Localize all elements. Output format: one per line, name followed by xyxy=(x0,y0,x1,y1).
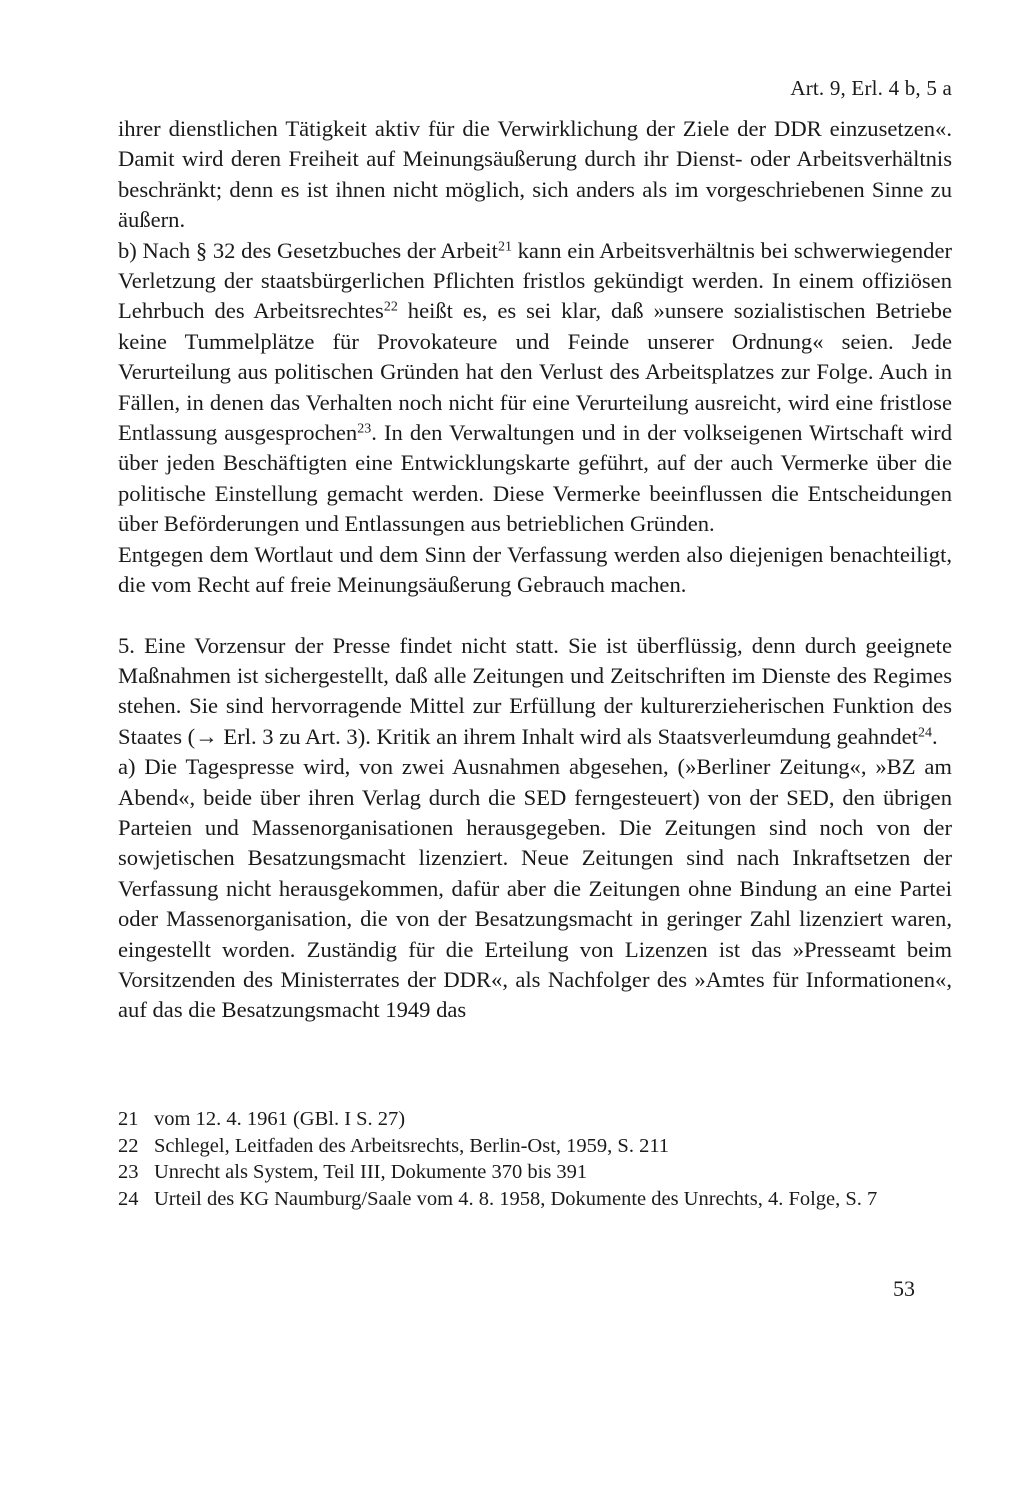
footnote xyxy=(118,1133,952,1160)
footnote xyxy=(118,1106,952,1133)
footnote-text: vom 12. 4. 1961 (GBl. I S. 27) xyxy=(154,1108,406,1130)
running-head: Art. 9, Erl. 4 b, 5 a xyxy=(790,76,952,100)
footnote-ref-21: 21 xyxy=(497,238,512,254)
paragraph-section-5 xyxy=(118,631,952,753)
text-run: 5. Eine Vorzensur der Presse findet nicht statt. Sie ist überflüssig, denn durch geeignete Maßnahmen ist sichergestellt, daß alle Zeitungen und Zeitschriften im Dienste des Regimes stehen. Sie sind hervorragende Mittel zur Erfüllung der kulturerzieherischen Funktion des Staates (→ Erl. 3 zu Art. 3). Kritik an ihrem Inhalt wird als Staatsverleumdung geahndet xyxy=(118,632,952,749)
paragraph-conclusion: Entgegen dem Wortlaut und dem Sinn der Verfassung werden also diejenigen benachteiligt, die vom Recht auf freie Meinungsäußerung Gebrauch machen. xyxy=(118,541,952,598)
text-run: heißt es, es sei klar, daß »unsere sozialistischen Betriebe keine Tummelplätze für Provokateure und Feinde unserer Ordnung« seien. Jede Verurteilung aus politischen Gründen hat den Verlust des Arbeitsplatzes zur Folge. Auch in Fällen, in denen das Verhalten noch nicht für eine Verurteilung ausreicht, wird eine fristlose Entlassung ausgesprochen xyxy=(118,298,952,446)
footnote-text: Unrecht als System, Teil III, Dokumente 370 bis 391 xyxy=(154,1161,588,1183)
footnote-ref-22: 22 xyxy=(383,299,398,315)
paragraph-b xyxy=(118,236,952,540)
footnote-text: Schlegel, Leitfaden des Arbeitsrechts, Berlin-Ost, 1959, S. 211 xyxy=(154,1134,670,1157)
footnote-number: 23 xyxy=(118,1161,139,1183)
footnote-number: 24 xyxy=(118,1187,139,1210)
paragraph-a: a) Die Tagespresse wird, von zwei Ausnahmen abgesehen, (»Berliner Zeitung«, »BZ am Abend«, beide über ihren Verlag durch die SED ferngesteuert) von der SED, den übrigen Parteien und Massenorganisationen herausgegeben. Die Zeitungen sind noch von der sowjetischen Besatzungsmacht lizenziert. Neue Zeitungen sind nach Inkraftsetzen der Verfassung nicht herausgekommen, dafür aber die Zeitungen ohne Bindung an eine Partei oder Massenorganisation, die von der Besatzungsmacht in geringer Zahl lizenziert waren, eingestellt worden. Zuständig für die Erteilung von Lizenzen ist das »Presseamt beim Vorsitzenden des Ministerrates der DDR«, als Nachfolger des »Amtes für Informationen«, auf das die Besatzungsmacht 1949 das xyxy=(118,754,952,1023)
text-run: . In den Verwaltungen und in der volkseigenen Wirtschaft wird über jeden Beschäftigten eine Entwicklungskarte geführt, auf der auch Vermerke über die politische Einstellung gemacht werden. Diese Vermerke beeinflussen die Entscheidungen über Beförderungen und Entlassungen aus betrieblichen Gründen. xyxy=(118,420,952,537)
text-run: kann ein Arbeitsverhältnis bei schwerwiegender Verletzung der staatsbürgerlichen Pflichten fristlos gekündigt werden. In einem offiziösen Lehrbuch des Arbeitsrechtes xyxy=(118,237,952,324)
footnote xyxy=(118,1186,952,1213)
footnote-ref-23: 23 xyxy=(357,421,372,437)
paragraph-continuation: ihrer dienstlichen Tätigkeit aktiv für die Verwirklichung der Ziele der DDR einzusetzen«. Damit wird deren Freiheit auf Meinungsäußerung durch ihr Dienst- oder Arbeitsverhältnis beschränkt; denn es ist ihnen nicht möglich, sich anders als im vorgeschriebenen Sinne zu äußern. xyxy=(118,116,952,233)
body-text xyxy=(118,114,952,1026)
footnote-ref-24: 24 xyxy=(918,725,932,741)
text-run: . xyxy=(932,723,938,749)
page-number: 53 xyxy=(893,1276,915,1301)
footnotes xyxy=(118,1106,952,1212)
footnote-text: Urteil des KG Naumburg/Saale vom 4. 8. 1958, Dokumente des Unrechts, 4. Folge, S. 7 xyxy=(154,1187,878,1210)
footnote-number: 21 xyxy=(118,1108,139,1130)
footnote-number: 22 xyxy=(118,1134,139,1157)
footnote xyxy=(118,1159,952,1186)
text-run: b) Nach § 32 des Gesetzbuches der Arbeit xyxy=(118,237,498,263)
